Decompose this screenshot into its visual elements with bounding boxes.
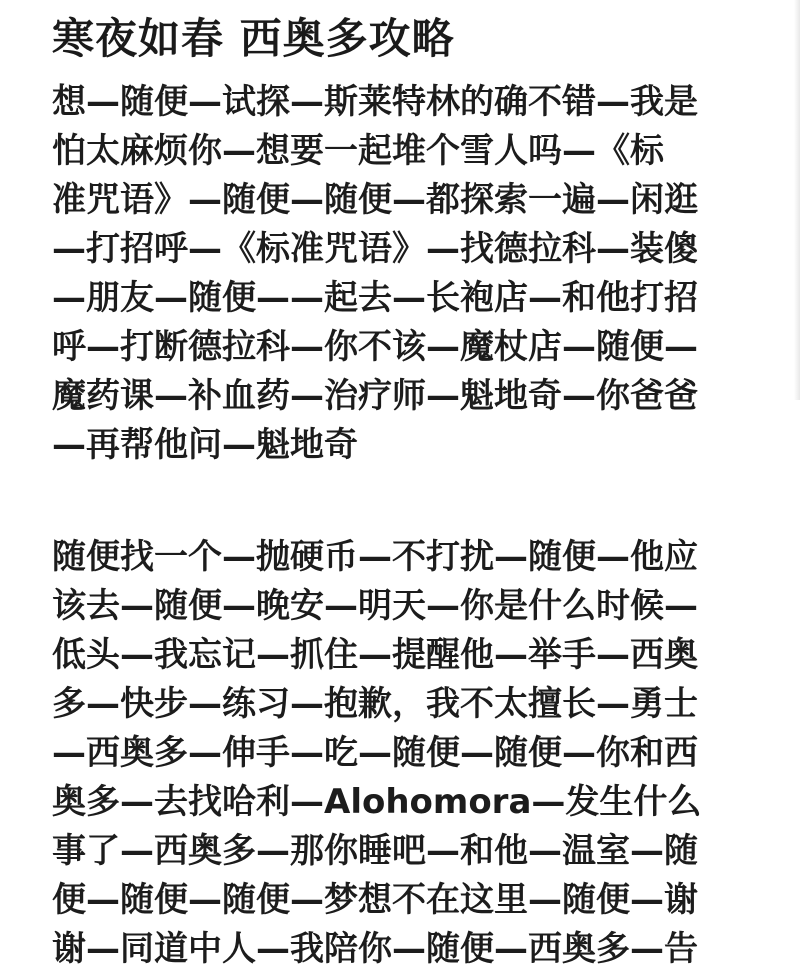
text-line: 怕太麻烦你—想要一起堆个雪人吗—《标 [52, 131, 664, 171]
text-line: —打招呼—《标准咒语》—找德拉科—装傻 [52, 229, 698, 269]
paragraph-1 [52, 78, 752, 470]
text-line: 事了—西奥多—那你睡吧—和他—温室—随 [52, 831, 698, 871]
paragraph-2 [52, 533, 752, 974]
text-line: 随便找一个—抛硬币—不打扰—随便—他应 [52, 537, 698, 577]
text-line: 便—随便—随便—梦想不在这里—随便—谢 [52, 880, 698, 920]
text-line: 多—快步—练习—抱歉，我不太擅长—勇士 [52, 684, 698, 724]
text-line: 魔药课—补血药—治疗师—魁地奇—你爸爸 [52, 376, 698, 416]
text-line: —朋友—随便——起去—长袍店—和他打招 [52, 278, 698, 318]
text-line: 奥多—去找哈利—Alohomora—发生什么 [52, 782, 702, 822]
text-line: 该去—随便—晚安—明天—你是什么时候— [52, 586, 698, 626]
text-line: 准咒语》—随便—随便—都探索一遍—闲逛 [52, 180, 698, 220]
text-line: 低头—我忘记—抓住—提醒他—举手—西奥 [52, 635, 698, 675]
text-line: 呼—打断德拉科—你不该—魔杖店—随便— [52, 327, 698, 367]
text-line: 谢—同道中人—我陪你—随便—西奥多—告 [52, 929, 698, 969]
text-line: —西奥多—伸手—吃—随便—随便—你和西 [52, 733, 698, 773]
document-title: 寒夜如春 西奥多攻略 [52, 14, 455, 63]
page-edge-divider [794, 0, 800, 400]
text-line: 想—随便—试探—斯莱特林的确不错—我是 [52, 82, 698, 122]
text-line: —再帮他问—魁地奇 [52, 425, 358, 465]
